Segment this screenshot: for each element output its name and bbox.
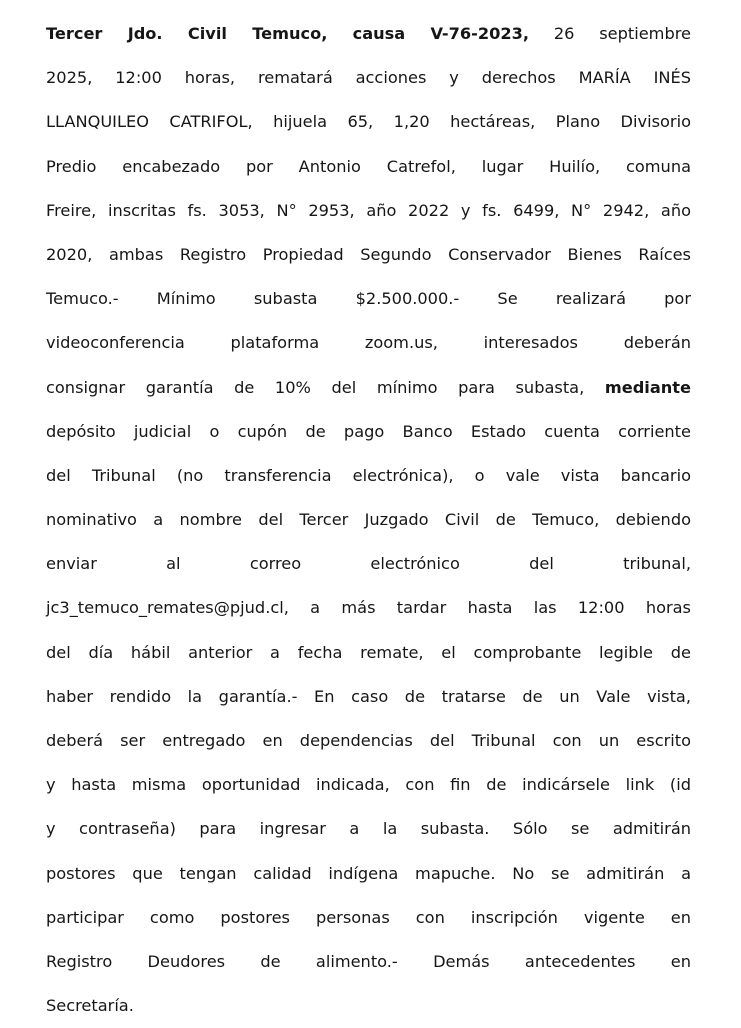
notice-line: Freire, inscritas fs. 3053, N° 2953, año 2022 y fs. 6499, N° 2942, año bbox=[46, 200, 691, 220]
notice-line: videoconferencia plataforma zoom.us, interesados deberán bbox=[46, 333, 691, 353]
legal-notice bbox=[46, 12, 691, 1028]
notice-line: del día hábil anterior a fecha remate, el comprobante legible de bbox=[46, 642, 691, 662]
notice-text: 26 septiembre bbox=[529, 24, 691, 43]
notice-line: enviar al correo electrónico del tribunal, bbox=[46, 554, 691, 574]
notice-line: postores que tengan calidad indígena mapuche. No se admitirán a bbox=[46, 863, 691, 883]
notice-line: LLANQUILEO CATRIFOL, hijuela 65, 1,20 hectáreas, Plano Divisorio bbox=[46, 112, 691, 132]
notice-line: 2020, ambas Registro Propiedad Segundo Conservador Bienes Raíces bbox=[46, 244, 691, 264]
notice-line: y contraseña) para ingresar a la subasta. Sólo se admitirán bbox=[46, 819, 691, 839]
notice-line: Registro Deudores de alimento.- Demás antecedentes en bbox=[46, 951, 691, 971]
notice-line: participar como postores personas con inscripción vigente en bbox=[46, 907, 691, 927]
notice-line: del Tribunal (no transferencia electrónica), o vale vista bancario bbox=[46, 465, 691, 485]
notice-line: y hasta misma oportunidad indicada, con fin de indicársele link (id bbox=[46, 775, 691, 795]
notice-line: 2025, 12:00 horas, rematará acciones y derechos MARÍA INÉS bbox=[46, 68, 691, 88]
notice-text: consignar garantía de 10% del mínimo para subasta, bbox=[46, 377, 605, 397]
notice-line: jc3_temuco_remates@pjud.cl, a más tardar hasta las 12:00 horas bbox=[46, 598, 691, 618]
notice-bold-word: mediante bbox=[604, 377, 691, 397]
notice-line: Predio encabezado por Antonio Catrefol, lugar Huilío, comuna bbox=[46, 156, 691, 176]
notice-heading: Tercer Jdo. Civil Temuco, causa V-76-2023, bbox=[46, 24, 530, 43]
notice-line: Secretaría. bbox=[46, 996, 134, 1016]
notice-line bbox=[46, 12, 691, 56]
notice-line: deberá ser entregado en dependencias del Tribunal con un escrito bbox=[46, 731, 691, 750]
notice-line: Temuco.- Mínimo subasta $2.500.000.- Se realizará por bbox=[46, 289, 691, 309]
notice-line: haber rendido la garantía.- En caso de tratarse de un Vale vista, bbox=[46, 686, 691, 706]
notice-line: nominativo a nombre del Tercer Juzgado Civil de Temuco, debiendo bbox=[46, 510, 691, 530]
notice-line: depósito judicial o cupón de pago Banco Estado cuenta corriente bbox=[46, 421, 691, 441]
notice-line bbox=[46, 366, 691, 410]
